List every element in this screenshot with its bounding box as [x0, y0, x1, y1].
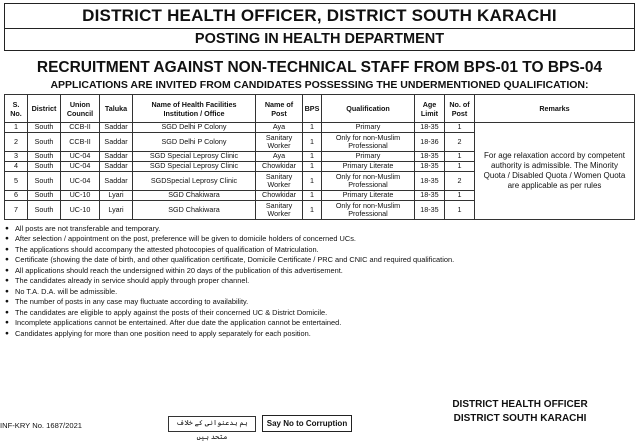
vacancy-table	[4, 94, 635, 220]
urdu-slogan-box: ہم بدعنوانی کے خلاف متحد ہیں	[168, 416, 256, 432]
list-item: ● All posts are not transferable and temporary.	[4, 224, 635, 234]
col-bps: BPS	[303, 95, 322, 123]
cell-bps: 1	[303, 133, 322, 152]
cell-district: South	[28, 162, 61, 172]
cell-district: South	[28, 172, 61, 191]
cell-posts: 1	[445, 201, 475, 220]
signatory-block	[420, 398, 620, 426]
cell-bps: 1	[303, 191, 322, 201]
cell-post: Chowkidar	[256, 191, 303, 201]
cell-posts: 1	[445, 162, 475, 172]
cell-uc: UC-04	[61, 162, 100, 172]
recruitment-heading: RECRUITMENT AGAINST NON-TECHNICAL STAFF FROM BPS-01 TO BPS-04	[36, 59, 603, 76]
list-item: ● The applications should accompany the attested photocopies of qualification of Matriculation.	[4, 245, 635, 255]
cell-sno: 1	[5, 123, 28, 133]
list-item: ● No T.A. D.A. will be admissible.	[4, 287, 635, 297]
cell-sno: 2	[5, 133, 28, 152]
cell-sno: 3	[5, 152, 28, 162]
col-qualification: Qualification	[322, 95, 415, 123]
cell-district: South	[28, 123, 61, 133]
cell-facility: SGD Delhi P Colony	[133, 123, 256, 133]
cell-qualification: Primary Literate	[322, 191, 415, 201]
cell-qualification: Primary Literate	[322, 162, 415, 172]
cell-age: 18-35	[415, 152, 445, 162]
cell-age: 18-35	[415, 191, 445, 201]
cell-taluka: Saddar	[100, 162, 133, 172]
cell-facility: SGD Delhi P Colony	[133, 133, 256, 152]
list-item: ● The number of posts in any case may fluctuate according to availability.	[4, 297, 635, 307]
cell-taluka: Saddar	[100, 152, 133, 162]
cell-facility: SGD Special Leprosy Clinic	[133, 162, 256, 172]
invitation-line: APPLICATIONS ARE INVITED FROM CANDIDATES POSSESSING THE UNDERMENTIONED QUALIFICATION:	[50, 79, 589, 91]
cell-district: South	[28, 191, 61, 201]
list-item: ● Certificate (showing the date of birth, and other qualification certificate, Domicile Certificate / PRC and CNIC and required qualification.	[4, 255, 635, 265]
cell-facility: SGD Chakiwara	[133, 191, 256, 201]
list-item: ● All applications should reach the undersigned within 20 days of the publication of this advertisement.	[4, 266, 635, 276]
say-no-to-corruption-box: Say No to Corruption	[262, 415, 352, 432]
cell-bps: 1	[303, 123, 322, 133]
terms-list	[4, 224, 635, 339]
cell-district: South	[28, 133, 61, 152]
col-facility: Name of Health Facilities Institution / Office	[133, 95, 256, 123]
cell-qualification: Only for non-Muslim Professional	[322, 201, 415, 220]
cell-age: 18-36	[415, 133, 445, 152]
cell-sno: 4	[5, 162, 28, 172]
cell-qualification: Only for non-Muslim Professional	[322, 172, 415, 191]
cell-post: Sanitary Worker	[256, 172, 303, 191]
advertisement-page	[4, 3, 635, 339]
cell-uc: CCB-II	[61, 133, 100, 152]
cell-qualification: Primary	[322, 123, 415, 133]
col-uc: Union Council	[61, 95, 100, 123]
col-sno: S. No.	[5, 95, 28, 123]
col-remarks: Remarks	[475, 95, 635, 123]
col-age: Age Limit	[415, 95, 445, 123]
cell-posts: 1	[445, 191, 475, 201]
list-item: ● The candidates already in service should apply through proper channel.	[4, 276, 635, 286]
cell-taluka: Saddar	[100, 172, 133, 191]
page-subtitle: POSTING IN HEALTH DEPARTMENT	[4, 29, 635, 51]
cell-age: 18-35	[415, 201, 445, 220]
cell-sno: 6	[5, 191, 28, 201]
list-item: ● Candidates applying for more than one position need to apply separately for each position.	[4, 329, 635, 339]
cell-uc: UC-04	[61, 152, 100, 162]
cell-sno: 5	[5, 172, 28, 191]
cell-facility: SGDSpecial Leprosy Clinic	[133, 172, 256, 191]
list-item: ● The candidates are eligible to apply against the posts of their concerned UC & District Domicile.	[4, 308, 635, 318]
cell-facility: SGD Special Leprosy Clinic	[133, 152, 256, 162]
col-taluka: Taluka	[100, 95, 133, 123]
cell-uc: UC-10	[61, 201, 100, 220]
cell-district: South	[28, 201, 61, 220]
list-item: ● After selection / appointment on the post, preference will be given to domicile holders of concerned UCs.	[4, 234, 635, 244]
cell-post: Sanitary Worker	[256, 201, 303, 220]
cell-taluka: Saddar	[100, 133, 133, 152]
cell-posts: 1	[445, 123, 475, 133]
table-row	[5, 123, 635, 133]
cell-district: South	[28, 152, 61, 162]
reference-number: INF-KRY No. 1687/2021	[0, 421, 83, 430]
cell-posts: 2	[445, 133, 475, 152]
cell-uc: CCB-II	[61, 123, 100, 133]
cell-uc: UC-04	[61, 172, 100, 191]
cell-post: Chowkidar	[256, 162, 303, 172]
cell-bps: 1	[303, 201, 322, 220]
cell-taluka: Lyari	[100, 201, 133, 220]
cell-qualification: Only for non-Muslim Professional	[322, 133, 415, 152]
cell-post: Aya	[256, 152, 303, 162]
signatory-title: DISTRICT HEALTH OFFICER	[452, 399, 588, 410]
cell-remarks: For age relaxation accord by competent authority is admissible. The Minority Quota / Disabled Quota / Women Quota are applicable as per rules	[475, 123, 635, 220]
cell-uc: UC-10	[61, 191, 100, 201]
signatory-office: DISTRICT SOUTH KARACHI	[453, 413, 587, 424]
cell-qualification: Primary	[322, 152, 415, 162]
cell-bps: 1	[303, 162, 322, 172]
cell-bps: 1	[303, 172, 322, 191]
col-post: Name of Post	[256, 95, 303, 123]
cell-post: Aya	[256, 123, 303, 133]
cell-age: 18-35	[415, 162, 445, 172]
list-item: ● Incomplete applications cannot be entertained. After due date the application cannot be entertained.	[4, 318, 635, 328]
cell-taluka: Saddar	[100, 123, 133, 133]
cell-post: Sanitary Worker	[256, 133, 303, 152]
page-title: DISTRICT HEALTH OFFICER, DISTRICT SOUTH KARACHI	[4, 3, 635, 29]
cell-facility: SGD Chakiwara	[133, 201, 256, 220]
cell-posts: 1	[445, 152, 475, 162]
cell-posts: 2	[445, 172, 475, 191]
col-posts: No. of Post	[445, 95, 475, 123]
cell-age: 18-35	[415, 123, 445, 133]
table-header-row	[5, 95, 635, 123]
cell-age: 18-35	[415, 172, 445, 191]
footer	[0, 390, 631, 441]
cell-taluka: Lyari	[100, 191, 133, 201]
cell-sno: 7	[5, 201, 28, 220]
cell-bps: 1	[303, 152, 322, 162]
col-district: District	[28, 95, 61, 123]
